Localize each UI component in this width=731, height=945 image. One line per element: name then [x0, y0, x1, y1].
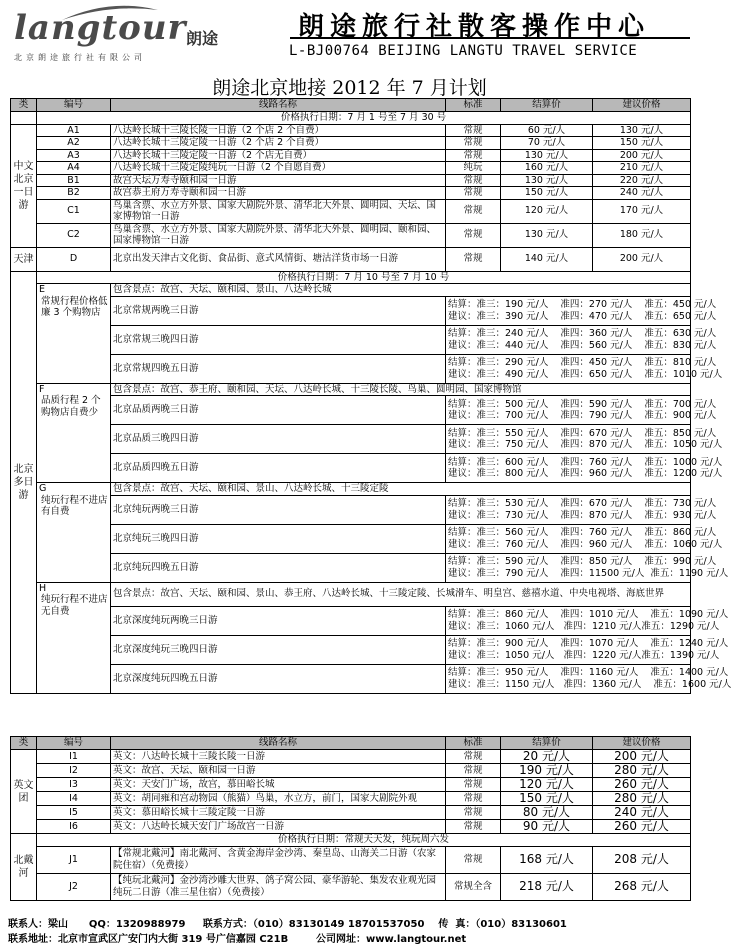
row-code: C2	[37, 223, 111, 247]
row-std: 常规	[446, 806, 501, 820]
category-label: 天津	[11, 247, 37, 271]
header-code: 编号	[37, 737, 111, 750]
row-standard: 常规	[446, 124, 501, 137]
category-label: 北戴河	[11, 834, 37, 901]
row-name: 鸟巢含票、水立方外景、国家大剧院外景、清华北大外景、圆明园、天坛、国家博物馆一日游	[111, 199, 446, 223]
row-suggest: 280 元/人	[593, 764, 691, 778]
row-code: A4	[37, 162, 111, 175]
header-cat: 类	[11, 99, 37, 112]
group-code-cell	[37, 483, 111, 583]
row-name: 英文：胡同雍和宫动物园（熊猫）鸟巢，水立方，前门，国家大剧院外观	[111, 792, 446, 806]
header-cat: 类	[11, 737, 37, 750]
tour-name: 北京常规三晚四日游	[111, 325, 446, 354]
row-std: 常规	[446, 820, 501, 834]
tour-row	[11, 354, 691, 383]
suggest-price-line: 建议：准三：490 元/人 准四：650 元/人 准五：1010 元/人	[448, 368, 723, 380]
group-code-cell	[37, 582, 111, 693]
tour-prices	[446, 396, 717, 425]
table-row	[11, 247, 691, 271]
settle-price-line: 结算：准三：290 元/人 准四：450 元/人 准五：810 元/人	[448, 357, 717, 368]
header-name: 线路名称	[111, 737, 446, 750]
table-row	[11, 162, 691, 175]
table-row	[11, 806, 691, 820]
row-name: 八达岭长城十三陵定陵纯玩一日游（2 个自愿自费）	[111, 162, 446, 175]
group-spots: 包含景点：故宫、天坛、颐和园、景山、恭王府、八达岭长城、十三陵定陵、长城滑车、明皇宫、慈禧水道、中央电视塔、海底世界	[111, 582, 691, 606]
row-standard: 常规	[446, 223, 501, 247]
address-line: 联系地址：北京市宣武区广安门内大街 319 号广信嘉园 C21B 公司网址：www.langtour.net	[8, 934, 467, 945]
tour-row	[11, 325, 691, 354]
row-name: 八达岭长城十三陵定陵一日游（2 个店 2 个自费）	[111, 137, 446, 150]
row-code: A3	[37, 149, 111, 162]
row-code: J1	[37, 846, 111, 873]
group-code: H	[39, 582, 47, 594]
row-standard: 常规	[446, 174, 501, 187]
group-spots-row	[11, 483, 691, 496]
group-spots-row	[11, 383, 691, 396]
tour-name: 北京品质三晚四日游	[111, 425, 446, 454]
logo-cn: 朗途	[186, 29, 219, 48]
tour-prices	[446, 553, 729, 582]
table-row	[11, 124, 691, 137]
row-name: 故宫天坛万寿寺颐和园一日游	[111, 174, 446, 187]
group-spots: 包含景点：故宫、天坛、颐和园、景山、八达岭长城	[111, 284, 691, 297]
contact-line: 联系人：梁山 QQ：1320988979 联系方式：（010）83130149 18701537050 传 真：（010）83130601	[8, 919, 567, 930]
table-row	[11, 873, 691, 900]
tour-row	[11, 635, 691, 664]
row-name: 【纯玩北戴河】金沙湾沙雕大世界、鸽子窝公园、豪华游轮、集发农业观光园纯玩二日游（准三星住宿）（免费接）	[111, 873, 446, 900]
tour-table-main	[10, 98, 731, 694]
row-standard: 常规	[446, 187, 501, 200]
tour-prices	[446, 325, 717, 354]
row-settle: 168 元/人	[501, 846, 593, 873]
row-settle: 150 元/人	[501, 792, 593, 806]
settle-price-line: 结算：准三：560 元/人 准四：760 元/人 准五：860 元/人	[448, 527, 717, 538]
header	[0, 0, 699, 70]
table-row	[11, 223, 691, 247]
group-code-cell	[37, 383, 111, 483]
row-settle-price: 160 元/人	[501, 162, 593, 175]
row-std: 常规	[446, 764, 501, 778]
suggest-price-line: 建议：准三：700 元/人 准四：790 元/人 准五：900 元/人	[448, 410, 717, 421]
group-spots: 包含景点：故宫、天坛、颐和园、景山、八达岭长城、十三陵定陵	[111, 483, 691, 496]
table-row	[11, 149, 691, 162]
row-settle-price: 130 元/人	[501, 174, 593, 187]
row-suggest: 280 元/人	[593, 792, 691, 806]
row-standard: 纯玩	[446, 162, 501, 175]
group-description: 常规行程价格低廉 3 个购物店	[41, 295, 108, 318]
row-code: A2	[37, 137, 111, 150]
row-name: 鸟巢含票、水立方外景、国家大剧院外景、清华北大外景、圆明园、颐和园、国家博物馆一日游	[111, 223, 446, 247]
tour-name: 北京常规四晚五日游	[111, 354, 446, 383]
row-code: I6	[37, 820, 111, 834]
row-suggest-price: 170 元/人	[593, 199, 691, 223]
row-code: A1	[37, 124, 111, 137]
period-label: 价格执行日期：7 月 1 号至 7 月 30 号	[37, 112, 691, 125]
settle-price-line: 结算：准三：590 元/人 准四：850 元/人 准五：990 元/人	[448, 556, 717, 567]
header-divider	[290, 37, 690, 39]
tour-prices	[446, 524, 723, 553]
suggest-price-line: 建议：准三：760 元/人 准四：960 元/人 准五：1060 元/人	[448, 538, 723, 550]
row-std: 常规全含	[446, 873, 501, 900]
row-name: 故宫恭王府万寿寺颐和园一日游	[111, 187, 446, 200]
row-std: 常规	[446, 846, 501, 873]
row-code: D	[37, 247, 111, 271]
row-name: 八达岭长城十三陵定陵一日游（2 个店无自费）	[111, 149, 446, 162]
row-name: 【常规北戴河】南北戴河、含黄金海岸金沙湾、秦皇岛、山海关二日游（农家院住宿）（免费接）	[111, 846, 446, 873]
period-label: 价格执行日期：常规天天发，纯玩周六发	[37, 834, 691, 847]
table-header	[11, 737, 691, 750]
settle-price-line: 结算：准三：500 元/人 准四：590 元/人 准五：700 元/人	[448, 398, 717, 410]
row-name: 英文：天安门广场，故宫，慕田峪长城	[111, 778, 446, 792]
group-description: 纯玩行程不进店有自费	[41, 494, 108, 517]
row-suggest-price: 150 元/人	[593, 137, 691, 150]
company-subtitle: L-BJ00764 BEIJING LANGTU TRAVEL SERVICE	[289, 43, 638, 59]
row-suggest-price: 210 元/人	[593, 162, 691, 175]
row-code: B2	[37, 187, 111, 200]
row-std: 常规	[446, 792, 501, 806]
row-code: C1	[37, 199, 111, 223]
period-label: 价格执行日期：7 月 10 号至 7 月 10 号	[37, 271, 691, 284]
tour-name: 北京深度纯玩四晚五日游	[111, 664, 446, 693]
group-code: E	[39, 284, 46, 295]
row-code: I5	[37, 806, 111, 820]
tour-prices	[446, 296, 717, 325]
header-code: 编号	[37, 99, 111, 112]
row-standard: 常规	[446, 199, 501, 223]
category-label: 中文北京一日游	[11, 124, 37, 247]
header-suggest: 建议价格	[593, 99, 691, 112]
row-settle-price: 130 元/人	[501, 149, 593, 162]
row-suggest: 260 元/人	[593, 820, 691, 834]
tour-row	[11, 425, 691, 454]
row-settle-price: 150 元/人	[501, 187, 593, 200]
row-suggest-price: 200 元/人	[593, 149, 691, 162]
category-label: 英文团	[11, 750, 37, 834]
group-description: 纯玩行程不进店无自费	[41, 594, 108, 617]
row-name: 英文：八达岭长城天安门广场故宫一日游	[111, 820, 446, 834]
table-row	[11, 199, 691, 223]
suggest-price-line: 建议：准三：1050 元/人 准四：1220 元/人准五：1390 元/人	[448, 649, 720, 661]
row-code: I4	[37, 792, 111, 806]
settle-price-line: 结算：准三：550 元/人 准四：670 元/人 准五：850 元/人	[448, 427, 717, 439]
tour-prices	[446, 664, 731, 693]
table-row	[11, 778, 691, 792]
row-settle: 218 元/人	[501, 873, 593, 900]
tour-prices	[446, 606, 729, 635]
tour-table-english	[10, 736, 691, 901]
suggest-price-line: 建议：准三：790 元/人 准四：11500 元/人 准五：1190 元/人	[448, 567, 729, 579]
tour-name: 北京品质两晚三日游	[111, 396, 446, 425]
tour-row	[11, 454, 691, 483]
header-settle: 结算价	[501, 99, 593, 112]
header-settle: 结算价	[501, 737, 593, 750]
settle-price-line: 结算：准三：600 元/人 准四：760 元/人 准五：1000 元/人	[448, 456, 723, 468]
suggest-price-line: 建议：准三：800 元/人 准四：960 元/人 准五：1200 元/人	[448, 468, 723, 479]
suggest-price-line: 建议：准三：1060 元/人 准四：1210 元/人准五：1290 元/人	[448, 620, 720, 632]
suggest-price-line: 建议：准三：750 元/人 准四：870 元/人 准五：1050 元/人	[448, 439, 723, 450]
settle-price-line: 结算：准三：530 元/人 准四：670 元/人 准五：730 元/人	[448, 498, 717, 509]
period-row	[11, 271, 691, 284]
row-name: 英文：八达岭长城十三陵长陵一日游	[111, 750, 446, 764]
row-settle-price: 130 元/人	[501, 223, 593, 247]
category-label: 北京多日游	[11, 271, 37, 693]
settle-price-line: 结算：准三：950 元/人 准四：1160 元/人 准五：1400 元/人	[448, 667, 729, 678]
row-name: 英文：故宫、天坛、颐和园一日游	[111, 764, 446, 778]
suggest-price-line: 建议：准三：730 元/人 准四：870 元/人 准五：930 元/人	[448, 509, 717, 521]
row-code: I2	[37, 764, 111, 778]
row-settle: 90 元/人	[501, 820, 593, 834]
footer	[0, 913, 699, 945]
tour-prices	[446, 354, 723, 383]
row-code: I3	[37, 778, 111, 792]
table-row	[11, 137, 691, 150]
document-title: 朗途北京地接 2012 年 7 月计划	[212, 77, 487, 99]
row-suggest: 208 元/人	[593, 846, 691, 873]
row-code: J2	[37, 873, 111, 900]
table-row	[11, 187, 691, 200]
row-code: B1	[37, 174, 111, 187]
row-suggest: 200 元/人	[593, 750, 691, 764]
row-settle: 140 元/人	[501, 247, 593, 271]
logo-subtitle: 北京朗途旅行社有限公司	[14, 53, 146, 62]
table-row	[11, 846, 691, 873]
settle-price-line: 结算：准三：190 元/人 准四：270 元/人 准五：450 元/人	[448, 299, 717, 310]
header-std: 标准	[446, 99, 501, 112]
row-standard: 常规	[446, 137, 501, 150]
row-settle-price: 120 元/人	[501, 199, 593, 223]
tour-name: 北京深度纯玩两晚三日游	[111, 606, 446, 635]
row-suggest: 268 元/人	[593, 873, 691, 900]
group-code-cell	[37, 284, 111, 384]
row-suggest: 240 元/人	[593, 806, 691, 820]
tour-row	[11, 495, 691, 524]
row-settle-price: 60 元/人	[501, 124, 593, 137]
tour-name: 北京纯玩三晚四日游	[111, 524, 446, 553]
row-name: 八达岭长城十三陵长陵一日游（2 个店 2 个自费）	[111, 124, 446, 137]
logo-text: langtour	[14, 8, 187, 48]
group-spots-row	[11, 582, 691, 606]
settle-price-line: 结算：准三：860 元/人 准四：1010 元/人 准五：1090 元/人	[448, 609, 729, 620]
suggest-price-line: 建议：准三：440 元/人 准四：560 元/人 准五：830 元/人	[448, 339, 717, 351]
tour-row	[11, 664, 691, 693]
row-name: 英文：慕田峪长城十三陵定陵一日游	[111, 806, 446, 820]
tour-name: 北京深度纯玩三晚四日游	[111, 635, 446, 664]
suggest-price-line: 建议：准三：1150 元/人 准四：1360 元/人 准五：1600 元/人	[448, 678, 731, 690]
settle-price-line: 结算：准三：240 元/人 准四：360 元/人 准五：630 元/人	[448, 328, 717, 339]
table-row	[11, 174, 691, 187]
suggest-price-line: 建议：准三：390 元/人 准四：470 元/人 准五：650 元/人	[448, 310, 717, 322]
tour-row	[11, 606, 691, 635]
tour-name: 北京常规两晚三日游	[111, 296, 446, 325]
row-suggest-price: 180 元/人	[593, 223, 691, 247]
tour-name: 北京纯玩两晚三日游	[111, 495, 446, 524]
company-title: 朗途旅行社散客操作中心	[298, 12, 651, 42]
table-row	[11, 820, 691, 834]
tour-prices	[446, 425, 723, 454]
group-description: 品质行程 2 个购物店自费少	[41, 395, 101, 418]
table-header	[11, 99, 691, 112]
row-code: I1	[37, 750, 111, 764]
row-suggest: 260 元/人	[593, 778, 691, 792]
table-row	[11, 792, 691, 806]
row-std: 常规	[446, 247, 501, 271]
row-suggest: 200 元/人	[593, 247, 691, 271]
tour-prices	[446, 495, 717, 524]
tour-row	[11, 296, 691, 325]
group-code: F	[39, 383, 45, 395]
tour-row	[11, 524, 691, 553]
tour-prices	[446, 635, 729, 664]
row-settle: 20 元/人	[501, 750, 593, 764]
tour-row	[11, 396, 691, 425]
group-code: G	[39, 483, 47, 494]
tour-prices	[446, 454, 723, 483]
tour-row	[11, 553, 691, 582]
period-row	[11, 834, 691, 847]
header-std: 标准	[446, 737, 501, 750]
row-settle: 190 元/人	[501, 764, 593, 778]
group-spots-row	[11, 284, 691, 297]
row-settle-price: 70 元/人	[501, 137, 593, 150]
header-suggest: 建议价格	[593, 737, 691, 750]
row-standard: 常规	[446, 149, 501, 162]
row-std: 常规	[446, 750, 501, 764]
row-name: 北京出发天津古文化街、食品街、意式风情街、塘沽洋货市场一日游	[111, 247, 446, 271]
group-spots: 包含景点：故宫、恭王府、颐和园、天坛、八达岭长城、十三陵长陵、鸟巢、圆明园、国家博物馆	[111, 383, 691, 396]
tour-name: 北京纯玩四晚五日游	[111, 553, 446, 582]
row-suggest-price: 130 元/人	[593, 124, 691, 137]
row-suggest-price: 240 元/人	[593, 187, 691, 200]
blank-cell	[11, 112, 37, 125]
row-suggest-price: 220 元/人	[593, 174, 691, 187]
row-settle: 120 元/人	[501, 778, 593, 792]
period-row	[11, 112, 691, 125]
row-settle: 80 元/人	[501, 806, 593, 820]
tour-name: 北京品质四晚五日游	[111, 454, 446, 483]
settle-price-line: 结算：准三：900 元/人 准四：1070 元/人 准五：1240 元/人	[448, 638, 729, 649]
table-row	[11, 750, 691, 764]
header-name: 线路名称	[111, 99, 446, 112]
table-row	[11, 764, 691, 778]
row-std: 常规	[446, 778, 501, 792]
